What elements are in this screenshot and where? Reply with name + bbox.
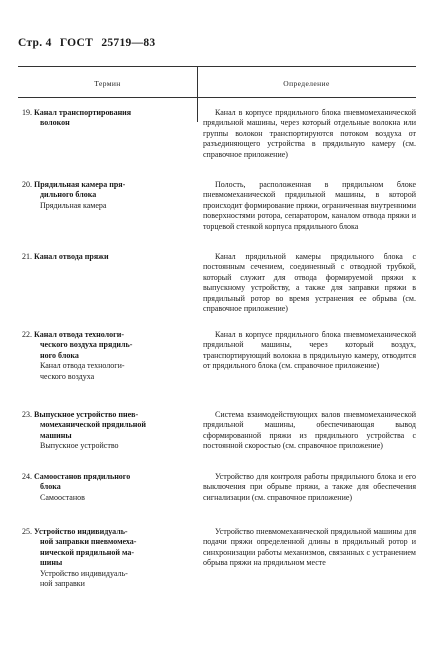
column-header-term: Термин <box>94 79 121 88</box>
term-title-continued: блока <box>40 482 61 492</box>
definition-cell: Устройство для контроля работы прядильного блока и его выключения при обрыве пряжи, а также для обеспечения сигнализации (см. справочное приложение) <box>203 472 416 502</box>
term-title-continued: момеханической прядильной <box>40 420 146 430</box>
term-cell <box>22 180 192 211</box>
term-short-form: ной заправки <box>40 579 85 589</box>
definition-cell: Канал в корпусе прядильного блока пневмомеханической прядильной машины, через который воздух, транспортирующий волокна в прядильную камеру, отводится от прядильного блока (см. справочное приложение) <box>203 330 416 371</box>
term-title <box>22 472 192 482</box>
term-short-form: ческого воздуха <box>40 371 95 381</box>
term-title-continued: ного блока <box>40 350 79 360</box>
column-header-definition: Определение <box>283 79 330 88</box>
term-title-continued: машины <box>40 430 72 440</box>
term-number: 21. <box>22 252 32 261</box>
term-title <box>22 108 192 118</box>
term-number: 20. <box>22 180 32 189</box>
term-title-text: Канал отвода пряжи <box>34 252 109 261</box>
definition-cell: Канал прядильной камеры прядильного блока с постоянным сечением, соединенный с отводной трубкой, который служит для отвода формируемой пряжи к выпускному устройству, а также для заправки пряжи в прядильный ротор во время устранения ее обрыва (см. справочное приложение) <box>203 252 416 314</box>
term-title <box>22 410 192 420</box>
term-cell <box>22 472 192 503</box>
term-title-text: Устройство индивидуаль- <box>34 527 128 536</box>
term-cell <box>22 330 192 382</box>
term-title <box>22 180 192 190</box>
term-title-continued: дильного блока <box>40 190 97 200</box>
term-cell <box>22 252 192 262</box>
standard-label: ГОСТ <box>59 37 94 49</box>
term-number: 19. <box>22 108 32 117</box>
definition-cell: Устройство пневмомеханической прядильной машины для подачи пряжи определенной длины в прядильный ротор и синхронизации работы механизмов, связанных с устранением обрыва пряжи на прядильном месте <box>203 527 416 568</box>
definition-cell: Полость, расположенная в прядильном блоке пневмомеханической прядильной машины, в которой происходит формирование пряжи, ограниченная внутренними поверхностями ротора, сепаратором, каналом отвода пряжи и торцевой стенкой корпуса прядильного блока <box>203 180 416 231</box>
term-short-form: Самоостанов <box>40 492 85 502</box>
term-short-form: Устройство индивидуаль- <box>40 568 128 578</box>
term-title-text: Канал отвода технологи- <box>34 330 124 339</box>
term-cell <box>22 410 192 452</box>
term-title-continued: волокон <box>40 118 70 128</box>
term-cell <box>22 527 192 589</box>
term-number: 24. <box>22 472 32 481</box>
term-title-text: Прядильная камера пря- <box>34 180 126 189</box>
term-short-form: Канал отвода технологи- <box>40 361 125 371</box>
term-title <box>22 527 192 537</box>
definition-cell: Канал в корпусе прядильного блока пневмомеханической прядильной машины, через который отдельные волокна или группы волокон транспортируются потоком воздуха от разъединяющего устройства в прядильную камеру (см. справочное приложение) <box>203 108 416 159</box>
standard-number: 25719—83 <box>101 37 156 49</box>
term-title-continued: ческого воздуха прядиль- <box>40 340 133 350</box>
term-short-form: Выпускное устройство <box>40 441 119 451</box>
term-title <box>22 252 192 262</box>
page-label: Стр. 4 <box>18 37 52 49</box>
term-number: 23. <box>22 410 32 419</box>
term-number: 25. <box>22 527 32 536</box>
table-top-rule <box>18 66 416 67</box>
term-title-text: Выпускное устройство пнев- <box>34 410 139 419</box>
column-divider <box>197 66 198 122</box>
term-title-continued: нической прядильной ма- <box>40 547 135 557</box>
term-title-text: Канал транспортирования <box>34 108 132 117</box>
page-header <box>18 37 160 49</box>
definition-cell: Система взаимодействующих валов пневмомеханической прядильной машины, обеспечивающая вывод сформированной пряжи из прядильного устройства с постоянной скоростью (см. справочное приложение) <box>203 410 416 451</box>
term-title-text: Самоостанов прядильного <box>34 472 131 481</box>
term-title-continued: ной заправки пневмомеха- <box>40 537 137 547</box>
term-title-continued: шины <box>40 558 63 568</box>
term-cell <box>22 108 192 129</box>
term-number: 22. <box>22 330 32 339</box>
term-title <box>22 330 192 340</box>
table-header-rule <box>18 97 416 98</box>
term-short-form: Прядильная камера <box>40 200 107 210</box>
